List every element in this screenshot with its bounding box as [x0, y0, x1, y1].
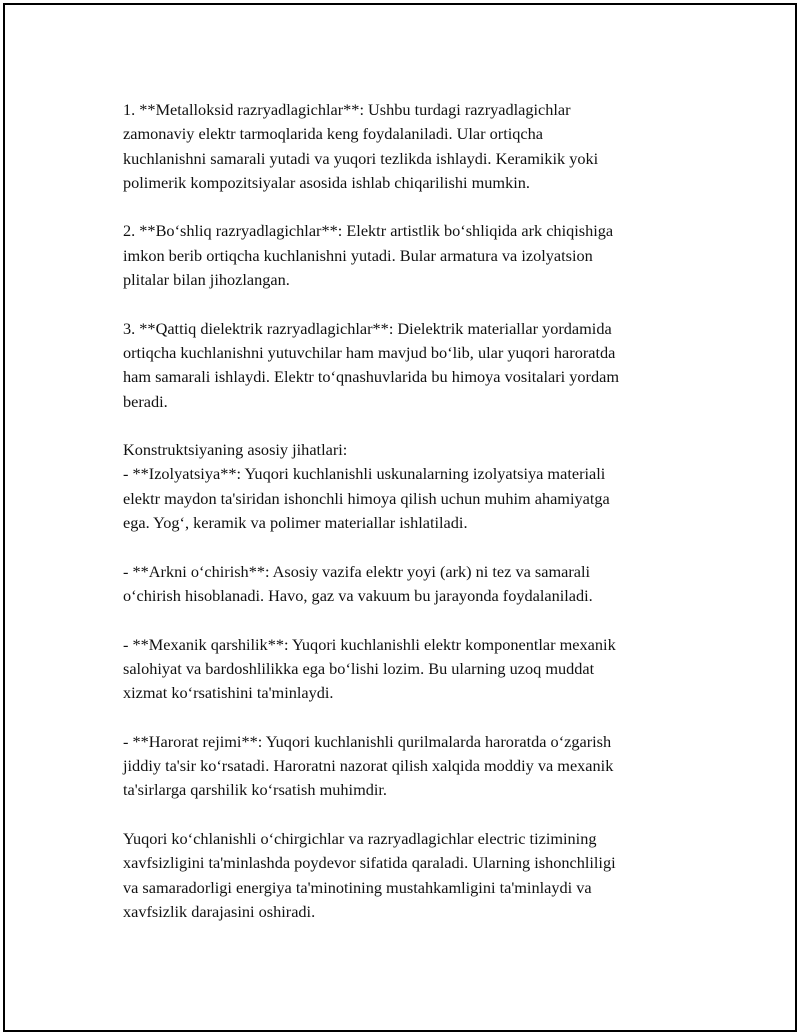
- text-line: ortiqcha kuchlanishni yutuvchilar ham mavjud bo‘lib, ular yuqori haroratda: [123, 342, 616, 362]
- text-line: va samaradorligi energiya ta'minotining mustahkamligini ta'minlaydi va: [123, 877, 592, 897]
- text-line: ega. Yog‘, keramik va polimer materiallar ishlatiladi.: [123, 513, 468, 533]
- text-line: ham samarali ishlaydi. Elektr to‘qnashuvlarida bu himoya vositalari yordam: [123, 367, 619, 387]
- paragraph-conclusion: [123, 827, 703, 924]
- text-line: 1. **Metalloksid razryadlagichlar**: Ushbu turdagi razryadlagichlar: [123, 100, 571, 119]
- text-line: beradi.: [123, 391, 168, 411]
- text-line: - **Izolyatsiya**: Yuqori kuchlanishli uskunalarning izolyatsiya materiali: [123, 464, 606, 484]
- text-line: xavfsizligini ta'minlashda poydevor sifatida qaraladi. Ularning ishonchliligi: [123, 853, 616, 873]
- paragraph-gap-arresters: [123, 219, 703, 292]
- paragraph-solid-dielectric-arresters: [123, 317, 703, 414]
- text-line: kuchlanishni samarali yutadi va yuqori tezlikda ishlaydi. Keramikik yoki: [123, 148, 599, 168]
- text-line: imkon berib ortiqcha kuchlanishni yutadi. Bular armatura va izolyatsion: [123, 245, 593, 265]
- text-line: - **Arkni o‘chirish**: Asosiy vazifa elektr yoyi (ark) ni tez va samarali: [123, 561, 591, 581]
- paragraph-construction-insulation: [123, 438, 703, 535]
- text-line: elektr maydon ta'siridan ishonchli himoya qilish uchun muhim ahamiyatga: [123, 488, 610, 508]
- paragraph-arc-quenching: [123, 560, 703, 609]
- paragraph-metal-oxide-arresters: [123, 98, 703, 195]
- text-line: polimerik kompozitsiyalar asosida ishlab chiqarilishi mumkin.: [123, 172, 530, 192]
- page-frame: [3, 3, 797, 1032]
- paragraph-mechanical-strength: [123, 633, 703, 706]
- text-line: salohiyat va bardoshlilikka ega bo‘lishi lozim. Bu ularning uzoq muddat: [123, 658, 595, 678]
- text-line: o‘chirish hisoblanadi. Havo, gaz va vakuum bu jarayonda foydalaniladi.: [123, 585, 593, 605]
- text-line: ta'sirlarga qarshilik ko‘rsatish muhimdir.: [123, 780, 387, 800]
- paragraph-temperature-regime: [123, 730, 703, 803]
- text-line: zamonaviy elektr tarmoqlarida keng foydalaniladi. Ular ortiqcha: [123, 124, 543, 144]
- document-body: [123, 98, 703, 924]
- text-line: xavfsizlik darajasini oshiradi.: [123, 901, 316, 921]
- text-line: Yuqori ko‘chlanishli o‘chirgichlar va razryadlagichlar electric tizimining: [123, 828, 597, 848]
- text-line: plitalar bilan jihozlangan.: [123, 270, 290, 290]
- text-line: - **Harorat rejimi**: Yuqori kuchlanishli qurilmalarda haroratda o‘zgarish: [123, 731, 612, 751]
- text-line: xizmat ko‘rsatishini ta'minlaydi.: [123, 683, 334, 703]
- text-line: jiddiy ta'sir ko‘rsatadi. Haroratni nazorat qilish xalqida moddiy va mexanik: [123, 756, 614, 776]
- text-line: 3. **Qattiq dielektrik razryadlagichlar**: Dielektrik materiallar yordamida: [123, 318, 612, 338]
- text-line: 2. **Bo‘shliq razryadlagichlar**: Elektr artistlik bo‘shliqida ark chiqishiga: [123, 221, 614, 241]
- text-line: - **Mexanik qarshilik**: Yuqori kuchlanishli elektr komponentlar mexanik: [123, 634, 616, 654]
- section-heading: Konstruktsiyaning asosiy jihatlari:: [123, 440, 348, 460]
